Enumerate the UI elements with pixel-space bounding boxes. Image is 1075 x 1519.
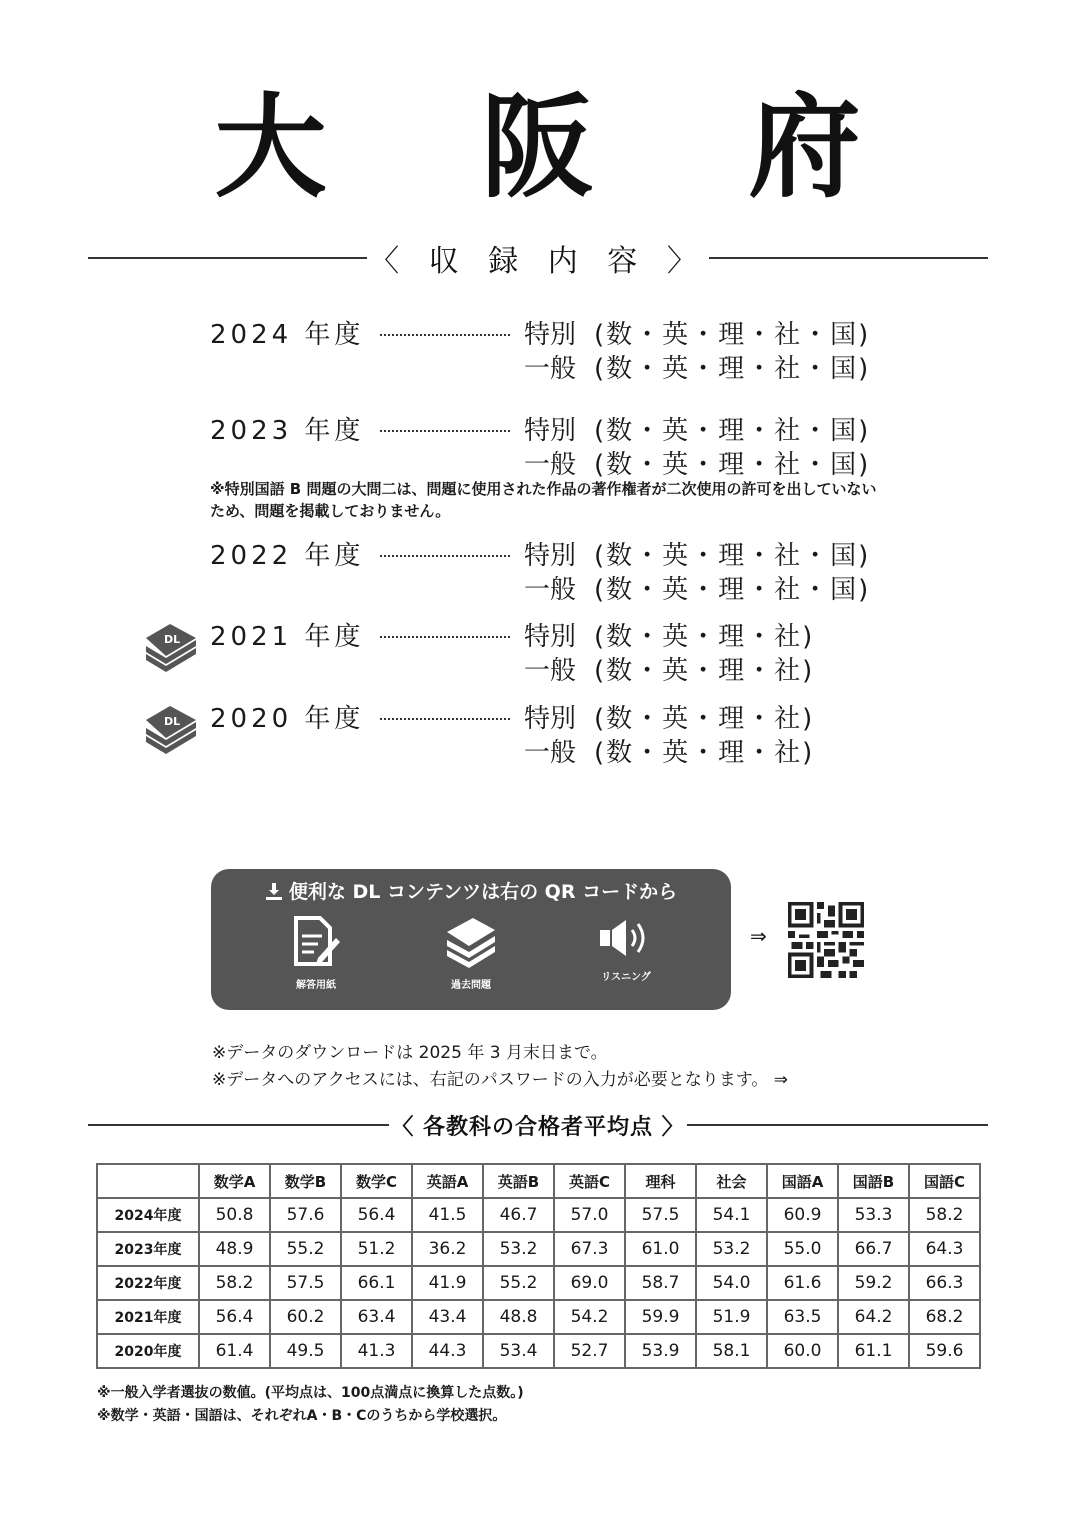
score-cell: 55.0 (767, 1232, 838, 1266)
entry-2020 (210, 699, 910, 767)
exam-subjects: (数・英・理・社・国) (594, 319, 871, 350)
score-cell: 66.3 (909, 1266, 980, 1300)
score-cell: 41.3 (341, 1334, 412, 1368)
score-cell: 59.2 (838, 1266, 909, 1300)
score-cell: 54.2 (554, 1300, 625, 1334)
score-cell: 59.6 (909, 1334, 980, 1368)
answer-sheet-icon (292, 916, 340, 968)
exam-kind: 一般 (524, 353, 577, 384)
entry-2021 (210, 617, 910, 685)
score-cell: 52.7 (554, 1334, 625, 1368)
leader-dots (380, 430, 510, 432)
table-row (97, 1334, 980, 1368)
svg-text:DL: DL (164, 715, 181, 728)
average-scores-table (96, 1163, 981, 1369)
score-cell: 56.4 (341, 1198, 412, 1232)
exam-subjects: (数・英・理・社・国) (594, 574, 871, 605)
score-cell: 68.2 (909, 1300, 980, 1334)
score-cell: 60.2 (270, 1300, 341, 1334)
score-cell: 58.2 (199, 1266, 270, 1300)
column-header: 数学C (341, 1164, 412, 1198)
score-cell: 44.3 (412, 1334, 483, 1368)
dl-box-heading-text: 便利な DL コンテンツは右の QR コードから (288, 881, 678, 903)
entry-year: 2021 年度 (210, 621, 365, 652)
exam-kind: 特別 (524, 621, 577, 652)
contents-heading-label: 〈 収 録 内 容 〉 (369, 244, 707, 279)
dl-item-answer-sheet (271, 916, 361, 991)
speaker-icon (598, 916, 654, 960)
leader-dots (380, 334, 510, 336)
scores-heading-label: 〈 各教科の合格者平均点 〉 (391, 1114, 685, 1140)
score-cell: 43.4 (412, 1300, 483, 1334)
entry-2023 (210, 411, 910, 479)
page-title: 大 阪 府 (214, 83, 919, 213)
entry-year: 2020 年度 (210, 703, 365, 734)
column-header: 国語A (767, 1164, 838, 1198)
password-notice: ※データへのアクセスには、右記のパスワードの入力が必要となります。 ⇒ (212, 1070, 789, 1090)
row-year: 2021年度 (97, 1300, 199, 1334)
exam-kind: 特別 (524, 703, 577, 734)
entry-year: 2024 年度 (210, 319, 365, 350)
score-cell: 53.9 (625, 1334, 696, 1368)
dl-item-label: 解答用紙 (296, 980, 336, 991)
divider (88, 1124, 389, 1126)
row-year: 2022年度 (97, 1266, 199, 1300)
exam-kind: 一般 (524, 737, 577, 768)
score-cell: 57.6 (270, 1198, 341, 1232)
score-cell: 54.1 (696, 1198, 767, 1232)
copyright-note: ※特別国語 B 問題の大問二は、問題に使用された作品の著作権者が二次使用の許可を出していないため、問題を掲載しておりません。 (210, 480, 877, 520)
score-cell: 48.8 (483, 1300, 554, 1334)
score-cell: 60.9 (767, 1198, 838, 1232)
score-cell: 64.2 (838, 1300, 909, 1334)
leader-dots (380, 718, 510, 720)
score-cell: 66.7 (838, 1232, 909, 1266)
exam-kind: 特別 (524, 319, 577, 350)
score-cell: 67.3 (554, 1232, 625, 1266)
score-cell: 55.2 (483, 1266, 554, 1300)
score-cell: 48.9 (199, 1232, 270, 1266)
score-cell: 53.2 (696, 1232, 767, 1266)
score-cell: 57.5 (270, 1266, 341, 1300)
score-cell: 50.8 (199, 1198, 270, 1232)
entry-2024 (210, 315, 910, 383)
score-cell: 41.5 (412, 1198, 483, 1232)
entry-year: 2022 年度 (210, 540, 365, 571)
entry-year: 2023 年度 (210, 415, 365, 446)
score-cell: 51.9 (696, 1300, 767, 1334)
score-cell: 61.6 (767, 1266, 838, 1300)
dl-item-label: 過去問題 (451, 980, 491, 991)
dl-contents-box (211, 869, 731, 1010)
exam-subjects: (数・英・理・社) (594, 737, 815, 768)
contents-heading (88, 238, 988, 278)
divider (88, 257, 367, 259)
score-cell: 64.3 (909, 1232, 980, 1266)
exam-kind: 特別 (524, 540, 577, 571)
column-header: 英語C (554, 1164, 625, 1198)
score-cell: 55.2 (270, 1232, 341, 1266)
exam-subjects: (数・英・理・社) (594, 703, 815, 734)
dl-item-past-exams (426, 916, 516, 991)
dl-books-icon (140, 702, 200, 754)
score-cell: 61.1 (838, 1334, 909, 1368)
score-cell: 61.4 (199, 1334, 270, 1368)
footnote: ※一般入学者選抜の数値。(平均点は、100点満点に換算した点数。) (97, 1385, 524, 1401)
column-header: 英語A (412, 1164, 483, 1198)
column-header: 国語B (838, 1164, 909, 1198)
exam-subjects: (数・英・理・社・国) (594, 415, 871, 446)
score-cell: 53.4 (483, 1334, 554, 1368)
table-row (97, 1232, 980, 1266)
dl-books-icon (140, 620, 200, 672)
score-cell: 49.5 (270, 1334, 341, 1368)
score-cell: 57.5 (625, 1198, 696, 1232)
divider (687, 1124, 988, 1126)
exam-subjects: (数・英・理・社) (594, 655, 815, 686)
leader-dots (380, 636, 510, 638)
books-icon (443, 916, 499, 968)
score-cell: 58.1 (696, 1334, 767, 1368)
svg-text:DL: DL (164, 633, 181, 646)
score-cell: 53.3 (838, 1198, 909, 1232)
row-year: 2024年度 (97, 1198, 199, 1232)
leader-dots (380, 555, 510, 557)
exam-subjects: (数・英・理・社) (594, 621, 815, 652)
table-row (97, 1266, 980, 1300)
exam-subjects: (数・英・理・社・国) (594, 540, 871, 571)
row-year: 2020年度 (97, 1334, 199, 1368)
score-cell: 60.0 (767, 1334, 838, 1368)
dl-item-label: リスニング (601, 972, 651, 983)
divider (709, 257, 988, 259)
exam-kind: 特別 (524, 415, 577, 446)
score-cell: 54.0 (696, 1266, 767, 1300)
column-header: 数学B (270, 1164, 341, 1198)
table-corner (97, 1164, 199, 1198)
score-cell: 59.9 (625, 1300, 696, 1334)
footnote: ※数学・英語・国語は、それぞれA・B・Cのうちから学校選択。 (97, 1408, 507, 1424)
download-deadline-notice: ※データのダウンロードは 2025 年 3 月末日まで。 (212, 1043, 608, 1063)
column-header: 国語C (909, 1164, 980, 1198)
arrow-to-qr: ⇒ (750, 924, 767, 948)
column-header: 理科 (625, 1164, 696, 1198)
download-icon (265, 882, 283, 900)
dl-item-listening (581, 916, 671, 991)
score-cell: 61.0 (625, 1232, 696, 1266)
dl-box-heading (211, 877, 731, 904)
exam-kind: 一般 (524, 655, 577, 686)
scores-heading (88, 1105, 988, 1145)
score-cell: 36.2 (412, 1232, 483, 1266)
score-cell: 58.2 (909, 1198, 980, 1232)
score-cell: 57.0 (554, 1198, 625, 1232)
row-year: 2023年度 (97, 1232, 199, 1266)
table-row (97, 1198, 980, 1232)
table-row (97, 1300, 980, 1334)
exam-kind: 一般 (524, 574, 577, 605)
column-header: 社会 (696, 1164, 767, 1198)
exam-kind: 一般 (524, 449, 577, 480)
exam-subjects: (数・英・理・社・国) (594, 449, 871, 480)
score-cell: 63.5 (767, 1300, 838, 1334)
score-cell: 56.4 (199, 1300, 270, 1334)
score-cell: 51.2 (341, 1232, 412, 1266)
score-cell: 66.1 (341, 1266, 412, 1300)
score-cell: 53.2 (483, 1232, 554, 1266)
column-header: 数学A (199, 1164, 270, 1198)
table-header-row (97, 1164, 980, 1198)
column-header: 英語B (483, 1164, 554, 1198)
score-cell: 41.9 (412, 1266, 483, 1300)
qr-code[interactable] (788, 902, 864, 978)
exam-subjects: (数・英・理・社・国) (594, 353, 871, 384)
score-cell: 58.7 (625, 1266, 696, 1300)
score-cell: 69.0 (554, 1266, 625, 1300)
score-cell: 63.4 (341, 1300, 412, 1334)
entry-2022 (210, 536, 910, 604)
score-cell: 46.7 (483, 1198, 554, 1232)
